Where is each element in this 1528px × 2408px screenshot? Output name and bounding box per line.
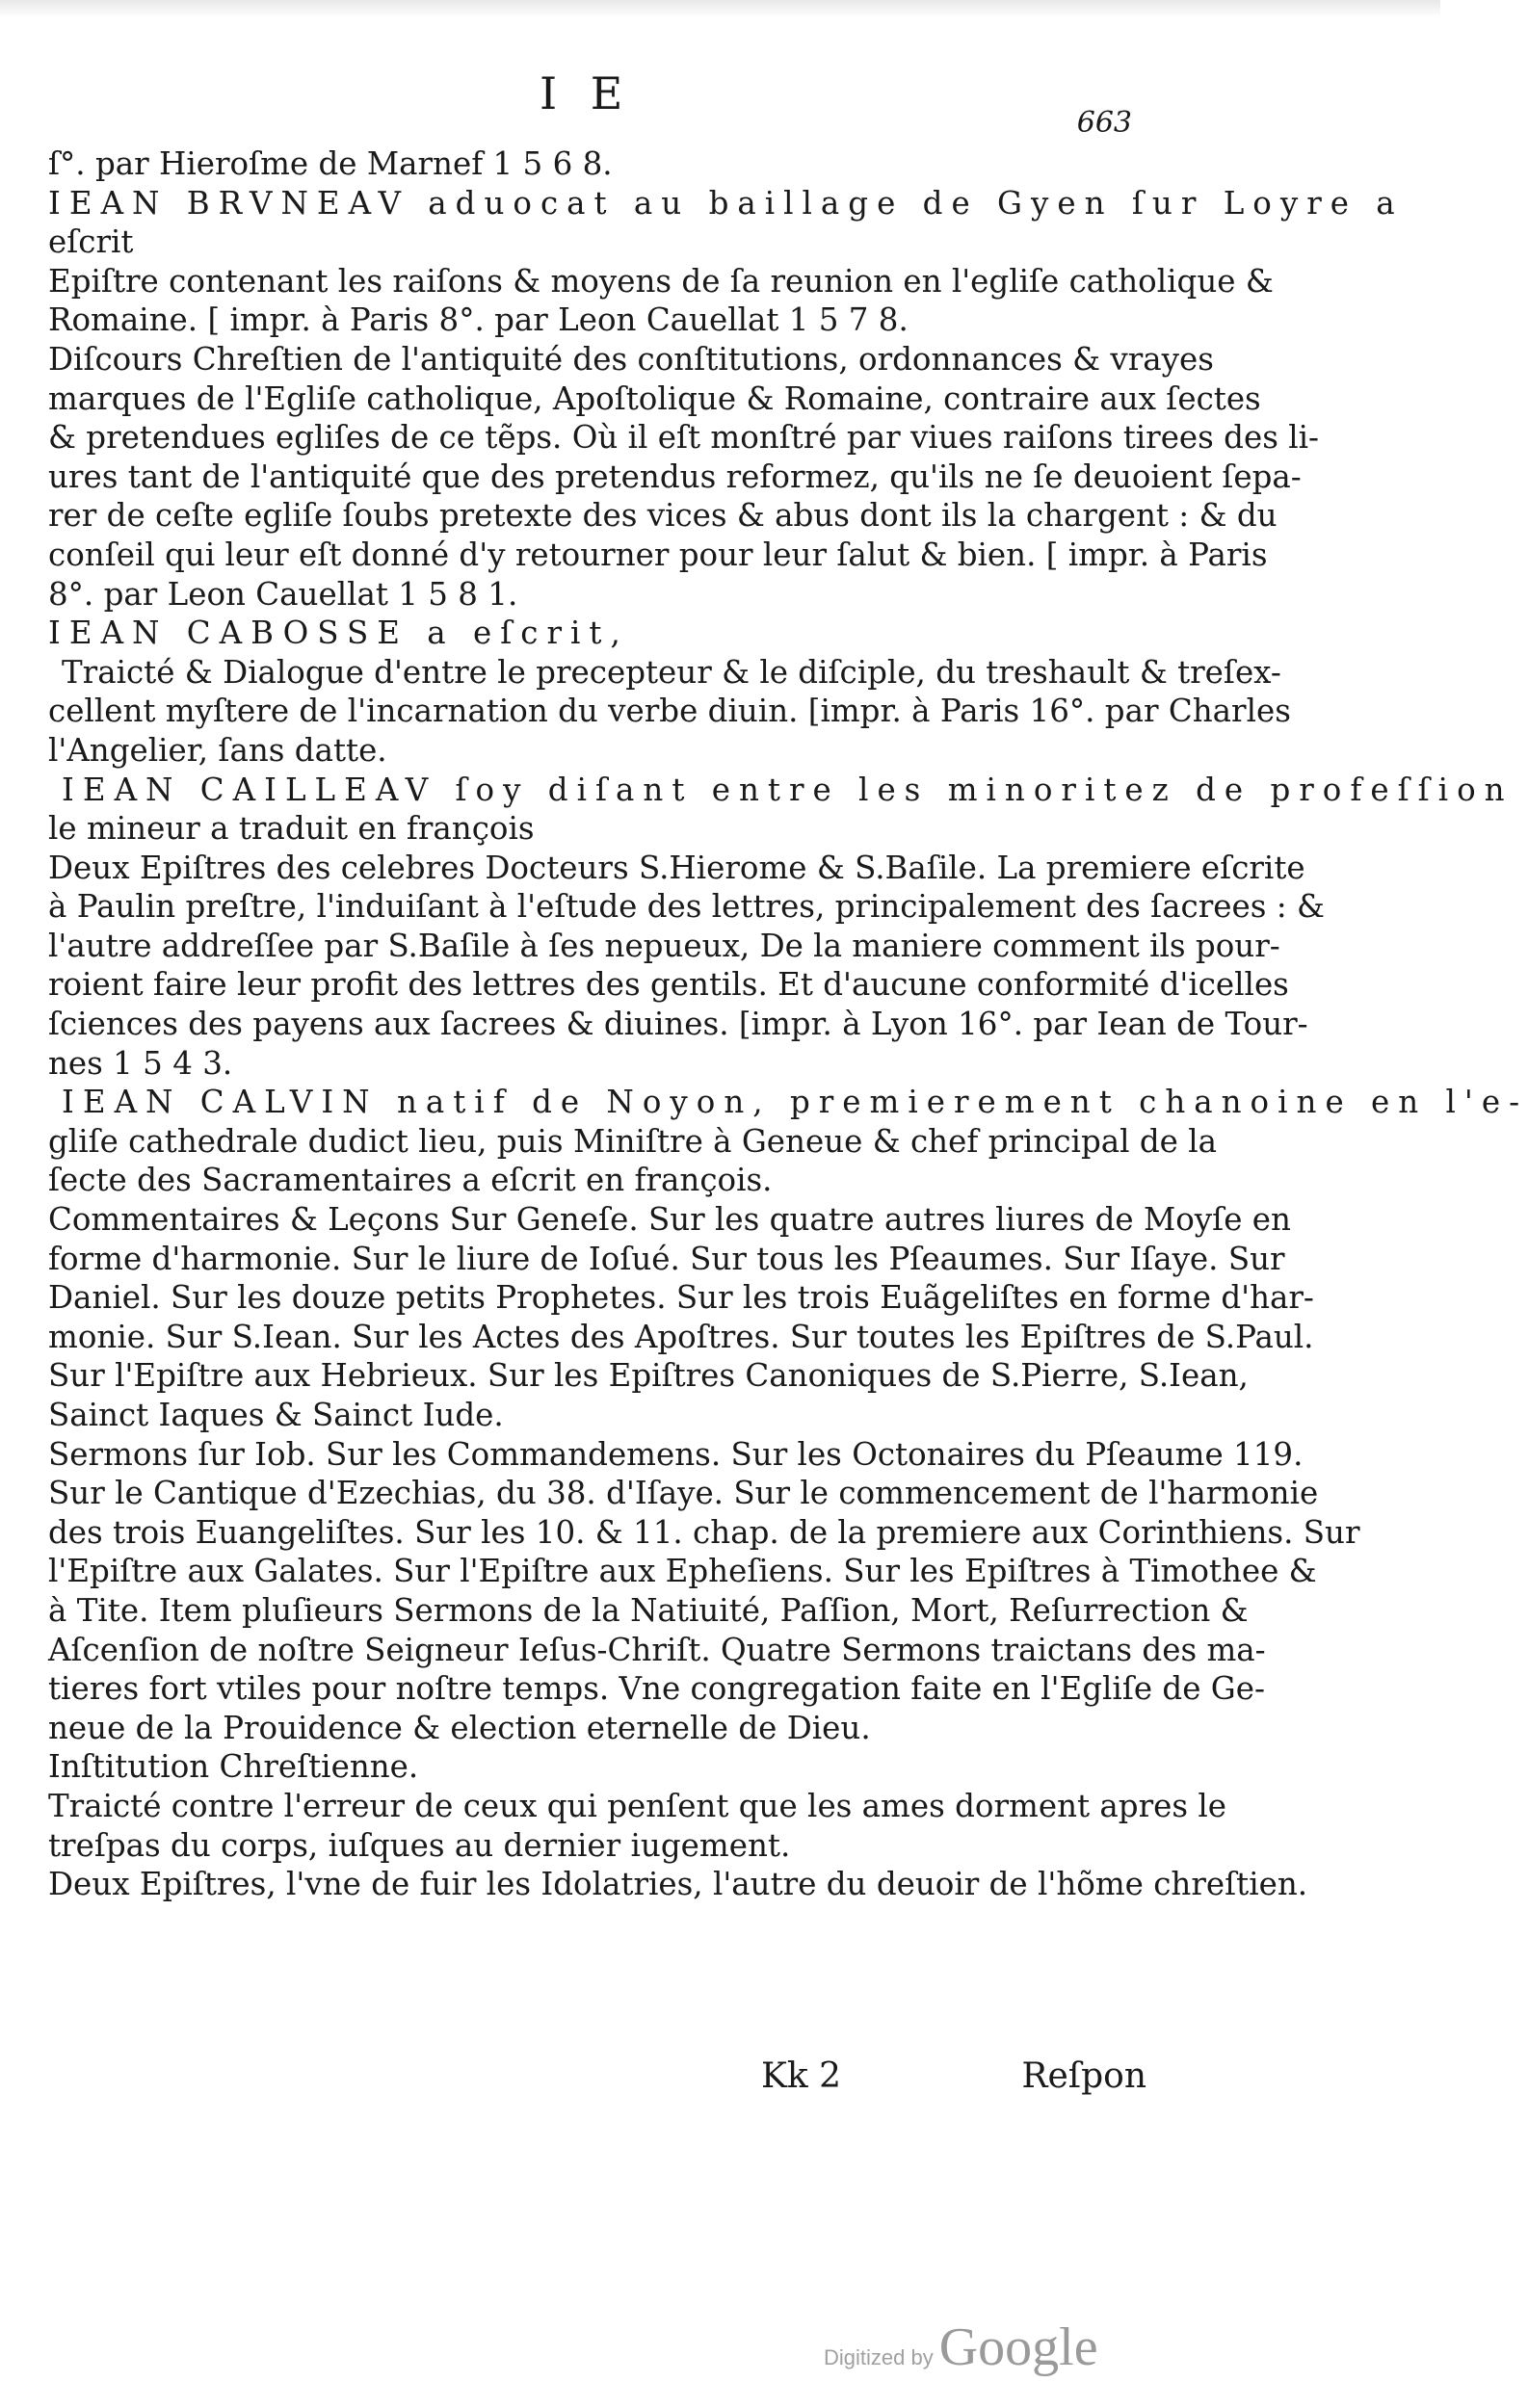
text-line: Daniel. Sur les douze petits Prophetes. Sur les trois Euãgeliſtes en forme d'har- (48, 1279, 1314, 1317)
google-logo-text: Google (938, 2317, 1098, 2377)
text-line: Commentaires & Leçons Sur Geneſe. Sur les quatre autres liures de Moyſe en (48, 1201, 1291, 1239)
text-line: Traicté contre l'erreur de ceux qui penſent que les ames dorment apres le (48, 1787, 1226, 1824)
text-line: treſpas du corps, iuſques au dernier iugement. (48, 1826, 791, 1864)
text-line: Aſcenſion de noſtre Seigneur Ieſus-Chriſt. Quatre Sermons traictans des ma- (48, 1631, 1266, 1668)
digitized-watermark (824, 2316, 1098, 2378)
text-line: l'autre addreſſee par S.Baſile à ſes nepueux, De la maniere comment ils pour- (48, 927, 1280, 964)
text-line: l'Epiſtre aux Galates. Sur l'Epiſtre aux Epheſiens. Sur les Epiſtres à Timothee & (48, 1553, 1317, 1590)
text-line: Sainct Iaques & Sainct Iude. (48, 1397, 504, 1433)
text-line: rer de ceſte egliſe ſoubs pretexte des vices & abus dont ils la chargent : & du (48, 497, 1278, 535)
text-line: tieres fort vtiles pour noſtre temps. Vne congregation faite en l'Egliſe de Ge- (48, 1670, 1265, 1708)
text-line: 8°. par Leon Cauellat 1 5 8 1. (48, 575, 518, 613)
text-line: Sermons ſur Iob. Sur les Commandemens. Sur les Octonaires du Pſeaume 119. (48, 1435, 1304, 1473)
text-line: IEAN BRVNEAV aduocat au baillage de Gyen ſur Loyre a (48, 184, 1404, 222)
page-top-edge (0, 0, 1440, 17)
text-line: eſcrit (48, 223, 134, 261)
text-line: forme d'harmonie. Sur le liure de Ioſué. Sur tous les Pſeaumes. Sur Iſaye. Sur (48, 1240, 1285, 1277)
text-line: Sur le Cantique d'Ezechias, du 38. d'Iſaye. Sur le commencement de l'harmonie (48, 1475, 1319, 1512)
catchword: Reſpon (1021, 2056, 1146, 2096)
text-line: nes 1 5 4 3. (48, 1044, 233, 1082)
text-line: l'Angelier, ſans datte. (48, 731, 387, 769)
text-line: roient faire leur profit des lettres des gentils. Et d'aucune conformité d'icelles (48, 966, 1289, 1004)
footer-row (761, 2056, 1146, 2096)
body-text (48, 144, 1528, 1904)
text-line: ſecte des Sacramentaires a eſcrit en françois. (48, 1162, 773, 1199)
text-line: Deux Epiſtres, l'vne de fuir les Idolatries, l'autre du deuoir de l'hõme chreſtien. (48, 1866, 1308, 1903)
running-head: I E (540, 67, 633, 119)
text-line: Inſtitution Chreſtienne. (48, 1748, 419, 1786)
text-line: à Paulin preſtre, l'induiſant à l'eſtude des lettres, principalement des ſacrees : & (48, 888, 1325, 926)
text-line: monie. Sur S.Iean. Sur les Actes des Apoſtres. Sur toutes les Epiſtres de S.Paul. (48, 1318, 1314, 1355)
page-number: 663 (1076, 106, 1132, 140)
text-line: ſ°. par Hieroſme de Marnef 1 5 6 8. (48, 145, 613, 182)
text-line: ſciences des payens aux ſacrees & diuines. [impr. à Lyon 16°. par Iean de Tour- (48, 1006, 1308, 1043)
text-line: le mineur a traduit en françois (48, 810, 535, 848)
text-line: ures tant de l'antiquité que des pretendus reformez, qu'ils ne ſe deuoient ſepa- (48, 458, 1302, 495)
text-line: cellent myſtere de l'incarnation du verbe diuin. [impr. à Paris 16°. par Charles (48, 693, 1291, 730)
text-line: Deux Epiſtres des celebres Docteurs S.Hierome & S.Baſile. La premiere eſcrite (48, 849, 1305, 886)
text-line: Diſcours Chreſtien de l'antiquité des conſtitutions, ordonnances & vrayes (48, 340, 1214, 378)
text-line: neue de la Prouidence & election eternelle de Dieu. (48, 1709, 871, 1746)
text-line: Traicté & Dialogue d'entre le precepteur & le diſciple, du treshault & treſex- (62, 653, 1281, 691)
text-line: IEAN CAILLEAV ſoy diſant entre les minoritez de profeſſion (62, 771, 1514, 808)
text-line: & pretendues egliſes de ce tẽps. Où il eſt monſtré par viues raiſons tirees des li- (48, 419, 1319, 457)
text-line: Romaine. [ impr. à Paris 8°. par Leon Cauellat 1 5 7 8. (48, 301, 909, 339)
text-line: gliſe cathedrale dudict lieu, puis Miniſtre à Geneue & chef principal de la (48, 1122, 1217, 1160)
text-line: conſeil qui leur eſt donné d'y retourner pour leur ſalut & bien. [ impr. à Paris (48, 536, 1268, 573)
text-line: IEAN CABOSSE a eſcrit, (48, 615, 629, 652)
digitized-by-label: Digitized by (824, 2345, 934, 2369)
text-line: à Tite. Item pluſieurs Sermons de la Natiuité, Paſſion, Mort, Reſurrection & (48, 1591, 1249, 1629)
text-line: marques de l'Egliſe catholique, Apoſtolique & Romaine, contraire aux ſectes (48, 380, 1261, 417)
signature-mark: Kk 2 (761, 2056, 842, 2096)
text-line: IEAN CALVIN natif de Noyon, premierement chanoine en l'e- (62, 1084, 1528, 1121)
text-line: Sur l'Epiſtre aux Hebrieux. Sur les Epiſtres Canoniques de S.Pierre, S.Iean, (48, 1357, 1249, 1395)
text-line: Epiſtre contenant les raiſons & moyens de ſa reunion en l'egliſe catholique & (48, 262, 1274, 300)
text-line: des trois Euangeliſtes. Sur les 10. & 11. chap. de la premiere aux Corinthiens. Sur (48, 1513, 1360, 1551)
